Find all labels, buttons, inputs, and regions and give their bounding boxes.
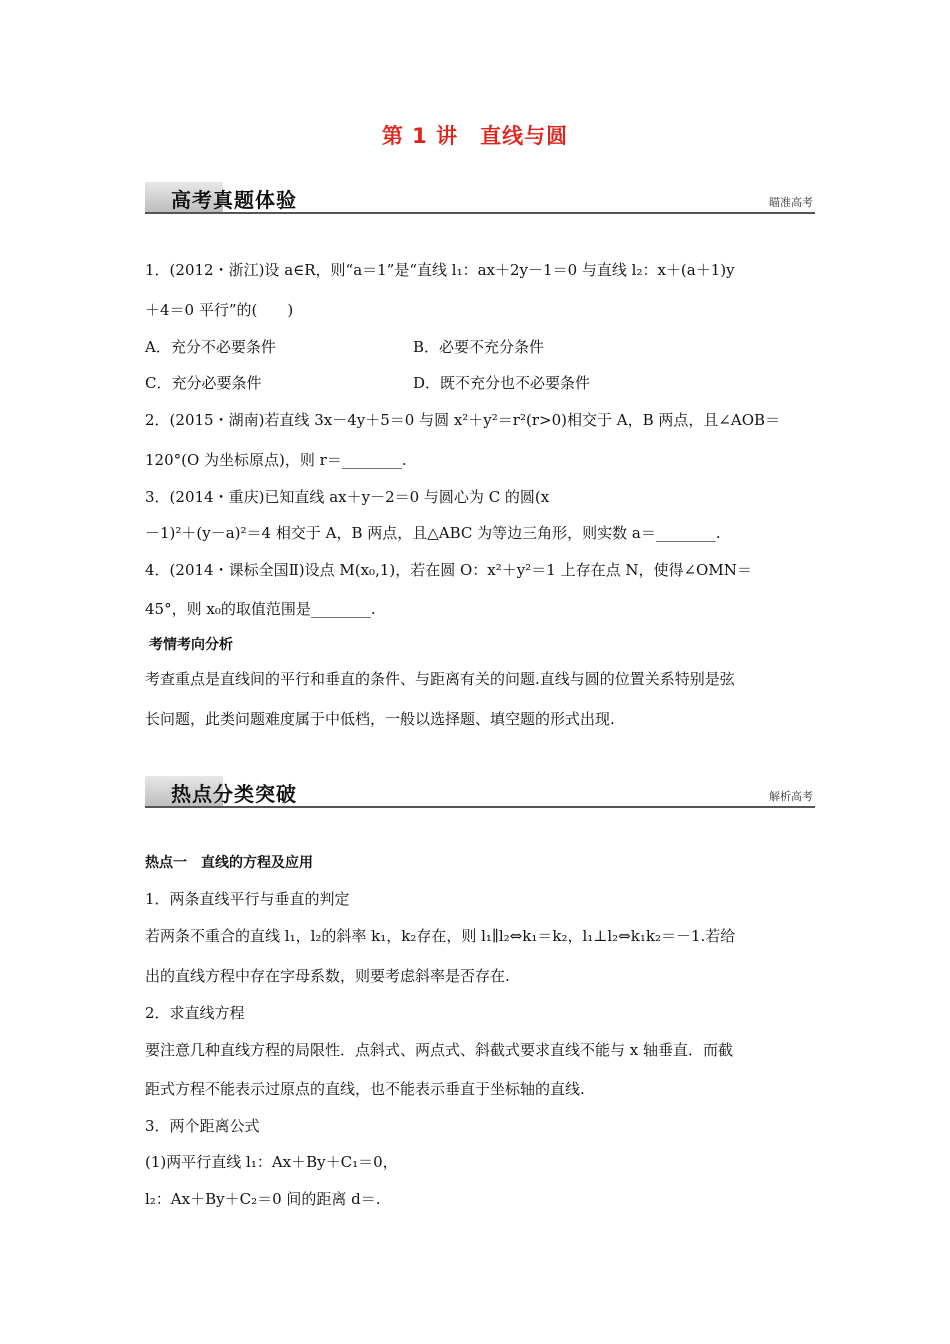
problem-2-line-1: 2．(2015・湖南)若直线 3x－4y＋5＝0 与圆 x²＋y²＝r²(r>0)相交于 A，B 两点，且∠AOB＝ (145, 411, 781, 429)
section-header-hot-topics (145, 776, 815, 808)
hotspot-line-3: 出的直线方程中存在字母系数，则要考虑斜率是否存在. (145, 967, 510, 985)
section-title: 热点分类突破 (171, 782, 297, 806)
problem-3-line-1: 3．(2014・重庆)已知直线 ax＋y－2＝0 与圆心为 C 的圆(x (145, 488, 550, 506)
option-c: C．充分必要条件 (145, 374, 262, 392)
problem-1-line-2: ＋4＝0 平行”的( ) (145, 301, 294, 319)
analysis-line-1: 考查重点是直线间的平行和垂直的条件、与距离有关的问题.直线与圆的位置关系特别是弦 (145, 670, 735, 688)
hotspot-line-5: 要注意几种直线方程的局限性．点斜式、两点式、斜截式要求直线不能与 x 轴垂直．而截 (145, 1041, 733, 1059)
section-header-real-exams (145, 182, 815, 214)
problem-1-line-1: 1．(2012・浙江)设 a∈R，则“a＝1”是“直线 l₁：ax＋2y－1＝0 与直线 l₂：x＋(a＋1)y (145, 261, 735, 279)
option-d: D．既不充分也不必要条件 (413, 374, 591, 392)
hotspot-line-8: (1)两平行直线 l₁：Ax＋By＋C₁＝0， (145, 1153, 398, 1171)
option-a: A．充分不必要条件 (145, 338, 276, 356)
hotspot-line-9: l₂：Ax＋By＋C₂＝0 间的距离 d＝. (145, 1190, 381, 1208)
problem-3-line-2: －1)²＋(y－a)²＝4 相交于 A，B 两点，且△ABC 为等边三角形，则实数 a＝________. (145, 524, 721, 542)
hotspot-line-2: 若两条不重合的直线 l₁，l₂的斜率 k₁，k₂存在，则 l₁∥l₂⇔k₁＝k₂，l₁⊥l₂⇔k₁k₂＝－1.若给 (145, 927, 736, 945)
problem-4-line-2: 45°，则 x₀的取值范围是________. (145, 600, 376, 618)
section-tag: 瞄准高考 (769, 196, 813, 209)
hotspot-line-4: 2．求直线方程 (145, 1004, 245, 1022)
hotspot-line-6: 距式方程不能表示过原点的直线，也不能表示垂直于坐标轴的直线. (145, 1080, 585, 1098)
problem-4-line-1: 4．(2014・课标全国Ⅱ)设点 M(x₀,1)，若在圆 O：x²＋y²＝1 上存在点 N，使得∠OMN＝ (145, 561, 752, 579)
option-b: B．必要不充分条件 (413, 338, 545, 356)
hotspot-heading: 热点一 直线的方程及应用 (145, 855, 313, 871)
analysis-heading: 考情考向分析 (149, 637, 233, 653)
hotspot-line-1: 1．两条直线平行与垂直的判定 (145, 890, 350, 908)
analysis-line-2: 长问题，此类问题难度属于中低档，一般以选择题、填空题的形式出现. (145, 710, 615, 728)
section-tag: 解析高考 (769, 790, 813, 803)
problem-2-line-2: 120°(O 为坐标原点)，则 r＝________. (145, 451, 407, 469)
section-title: 高考真题体验 (171, 188, 297, 212)
page-title: 第 1 讲 直线与圆 (381, 124, 569, 148)
hotspot-line-7: 3．两个距离公式 (145, 1117, 260, 1135)
